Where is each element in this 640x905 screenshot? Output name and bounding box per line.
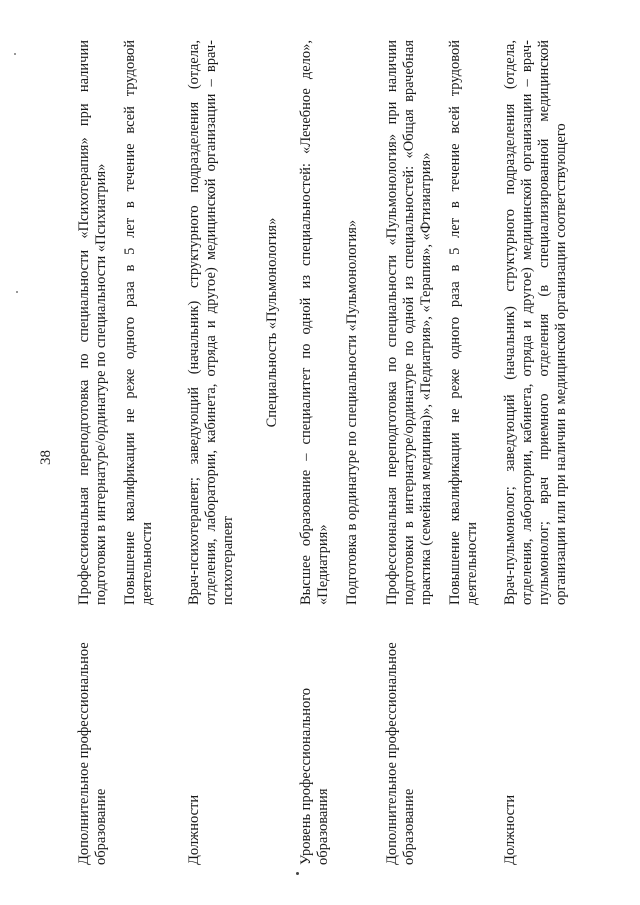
text-item: Профессиональная переподготовка по специальности «Пульмонология» при наличии подготовки в интернатуре/ординатуре по одной из специальностей: «Общая врачебная практика (семейная медицина)», «Педиатрия», «Терапия», «Фтизиатрия» (384, 40, 434, 605)
scan-dot (16, 291, 18, 293)
specialty-heading: Специальность «Пульмонология» (264, 217, 280, 428)
row-content-additional-education-1 (76, 40, 156, 605)
page-number: 38 (38, 450, 54, 465)
row-content-positions-2 (502, 40, 570, 605)
text-item: Профессиональная переподготовка по специальности «Психотерапия» при наличии подготовки в интернатуре/ординатуре по специальности «Психиатрия» (76, 40, 109, 605)
row-content-additional-education-2 (384, 40, 481, 605)
row-label-additional-education-2: Дополнительное профессиональное образование (384, 642, 417, 865)
text-item: Повышение квалификации не реже одного раза в 5 лет в течение всей трудовой деятельности (447, 40, 480, 605)
text-item: Подготовка в ординатуре по специальности «Пульмонология» (344, 219, 360, 605)
row-content-education-level (298, 40, 361, 605)
row-label-positions-2: Должности (502, 794, 518, 865)
scan-mark (296, 872, 299, 875)
text-item: Высшее образование – специалитет по одной из специальностей: «Лечебное дело», «Педиатрия» (298, 40, 331, 605)
text-item: Врач-пульмонолог; заведующий (начальник) структурного подразделения (отдела, отделения, лаборатории, кабинета, отряда и другое) медицинской организации – врач-пульмонолог; врач приемного отделения (в специализированной медицинской организации или при наличии в медицинской организации соответствующего (502, 40, 569, 605)
row-content-positions-1 (186, 40, 237, 605)
text-item: Врач-психотерапевт; заведующий (начальник) структурного подразделения (отдела, отделения, лаборатории, кабинета, отряда и другое) медицинской организации – врач-психотерапевт (186, 40, 236, 605)
text-item: Повышение квалификации не реже одного раза в 5 лет в течение всей трудовой деятельности (122, 40, 155, 605)
row-label-education-level: Уровень профессионального образования (298, 687, 331, 865)
row-label-positions-1: Должности (186, 794, 202, 865)
scan-dot (14, 53, 16, 55)
row-label-additional-education-1: Дополнительное профессиональное образование (76, 642, 109, 865)
